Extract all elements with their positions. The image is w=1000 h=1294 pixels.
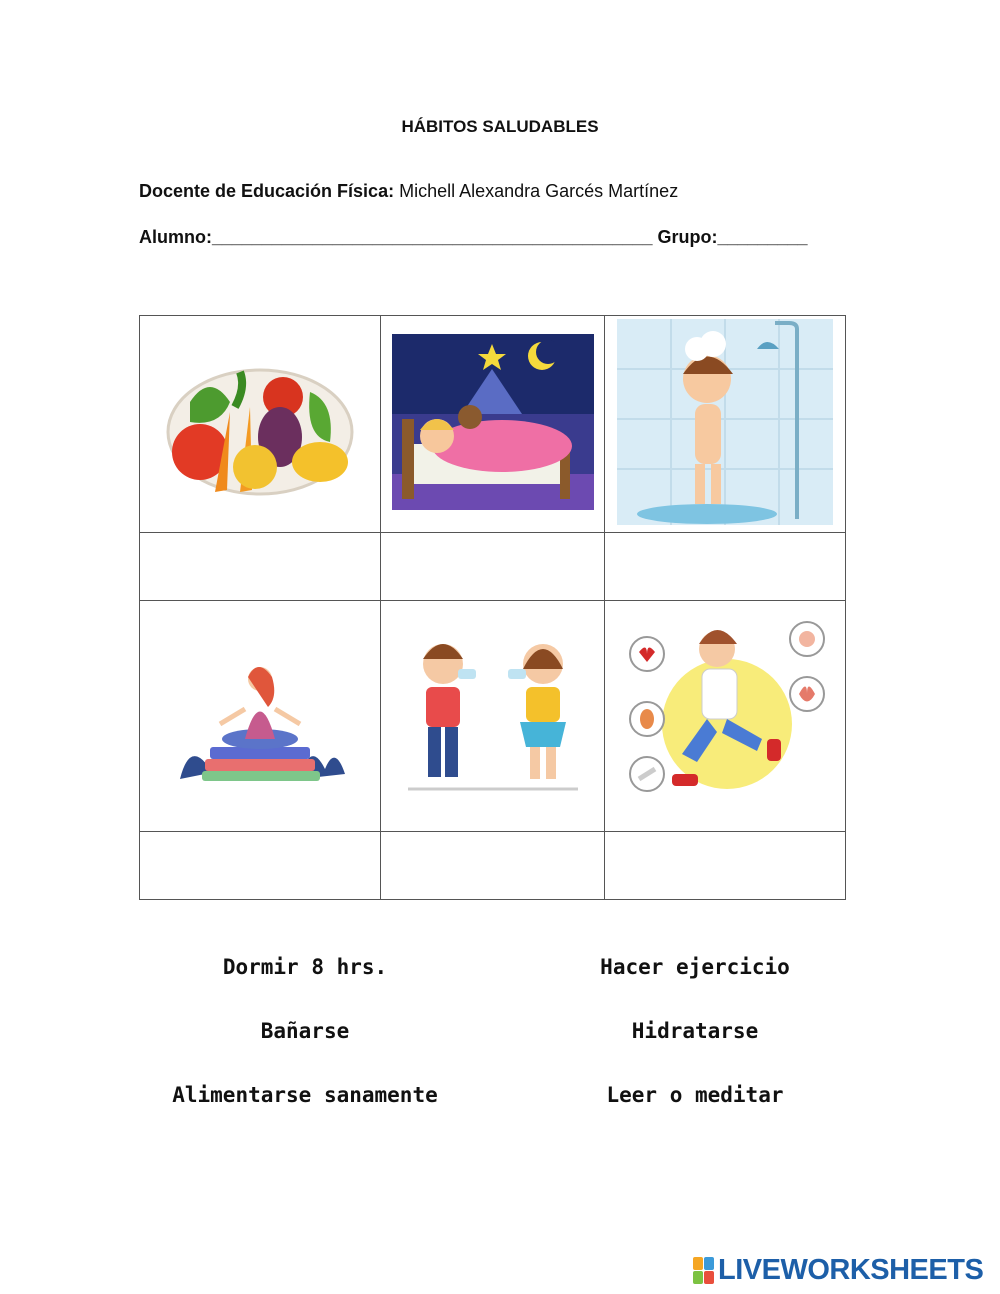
answer-box[interactable] xyxy=(140,533,381,601)
option-alimentarse[interactable]: Alimentarse sanamente xyxy=(172,1083,438,1107)
student-line: Alumno:____________________________________________ Grupo:_________ xyxy=(139,227,808,247)
children-drinking-water-illustration xyxy=(398,629,588,799)
image-cell xyxy=(140,601,381,832)
boy-running-organs-illustration xyxy=(617,614,833,814)
image-cell xyxy=(140,316,381,533)
teacher-line xyxy=(139,181,678,202)
image-cell xyxy=(381,316,605,533)
teacher-name: Michell Alexandra Garcés Martínez xyxy=(394,181,679,201)
answer-box[interactable] xyxy=(605,832,846,900)
sleeping-child-illustration xyxy=(392,334,594,510)
liveworksheets-logo xyxy=(693,1254,983,1286)
option-ejercicio[interactable]: Hacer ejercicio xyxy=(600,955,790,979)
option-banarse[interactable]: Bañarse xyxy=(260,1019,350,1043)
option-leer-meditar[interactable]: Leer o meditar xyxy=(606,1083,784,1107)
matching-grid xyxy=(139,315,846,900)
answer-box[interactable] xyxy=(381,832,605,900)
image-cell xyxy=(605,601,846,832)
shower-child-illustration xyxy=(617,319,833,525)
worksheet-title: HÁBITOS SALUDABLES xyxy=(401,117,599,136)
image-cell xyxy=(605,316,846,533)
answer-box[interactable] xyxy=(381,533,605,601)
meditating-woman-illustration xyxy=(170,639,350,789)
answer-box[interactable] xyxy=(605,533,846,601)
logo-mark-icon xyxy=(693,1257,714,1284)
answer-box[interactable] xyxy=(140,832,381,900)
option-hidratarse[interactable]: Hidratarse xyxy=(631,1019,759,1043)
teacher-label: Docente de Educación Física: xyxy=(139,181,395,201)
vegetables-illustration xyxy=(160,342,360,502)
option-dormir[interactable]: Dormir 8 hrs. xyxy=(222,955,388,979)
logo-text: LIVEWORKSHEETS xyxy=(718,1253,984,1286)
image-cell xyxy=(381,601,605,832)
